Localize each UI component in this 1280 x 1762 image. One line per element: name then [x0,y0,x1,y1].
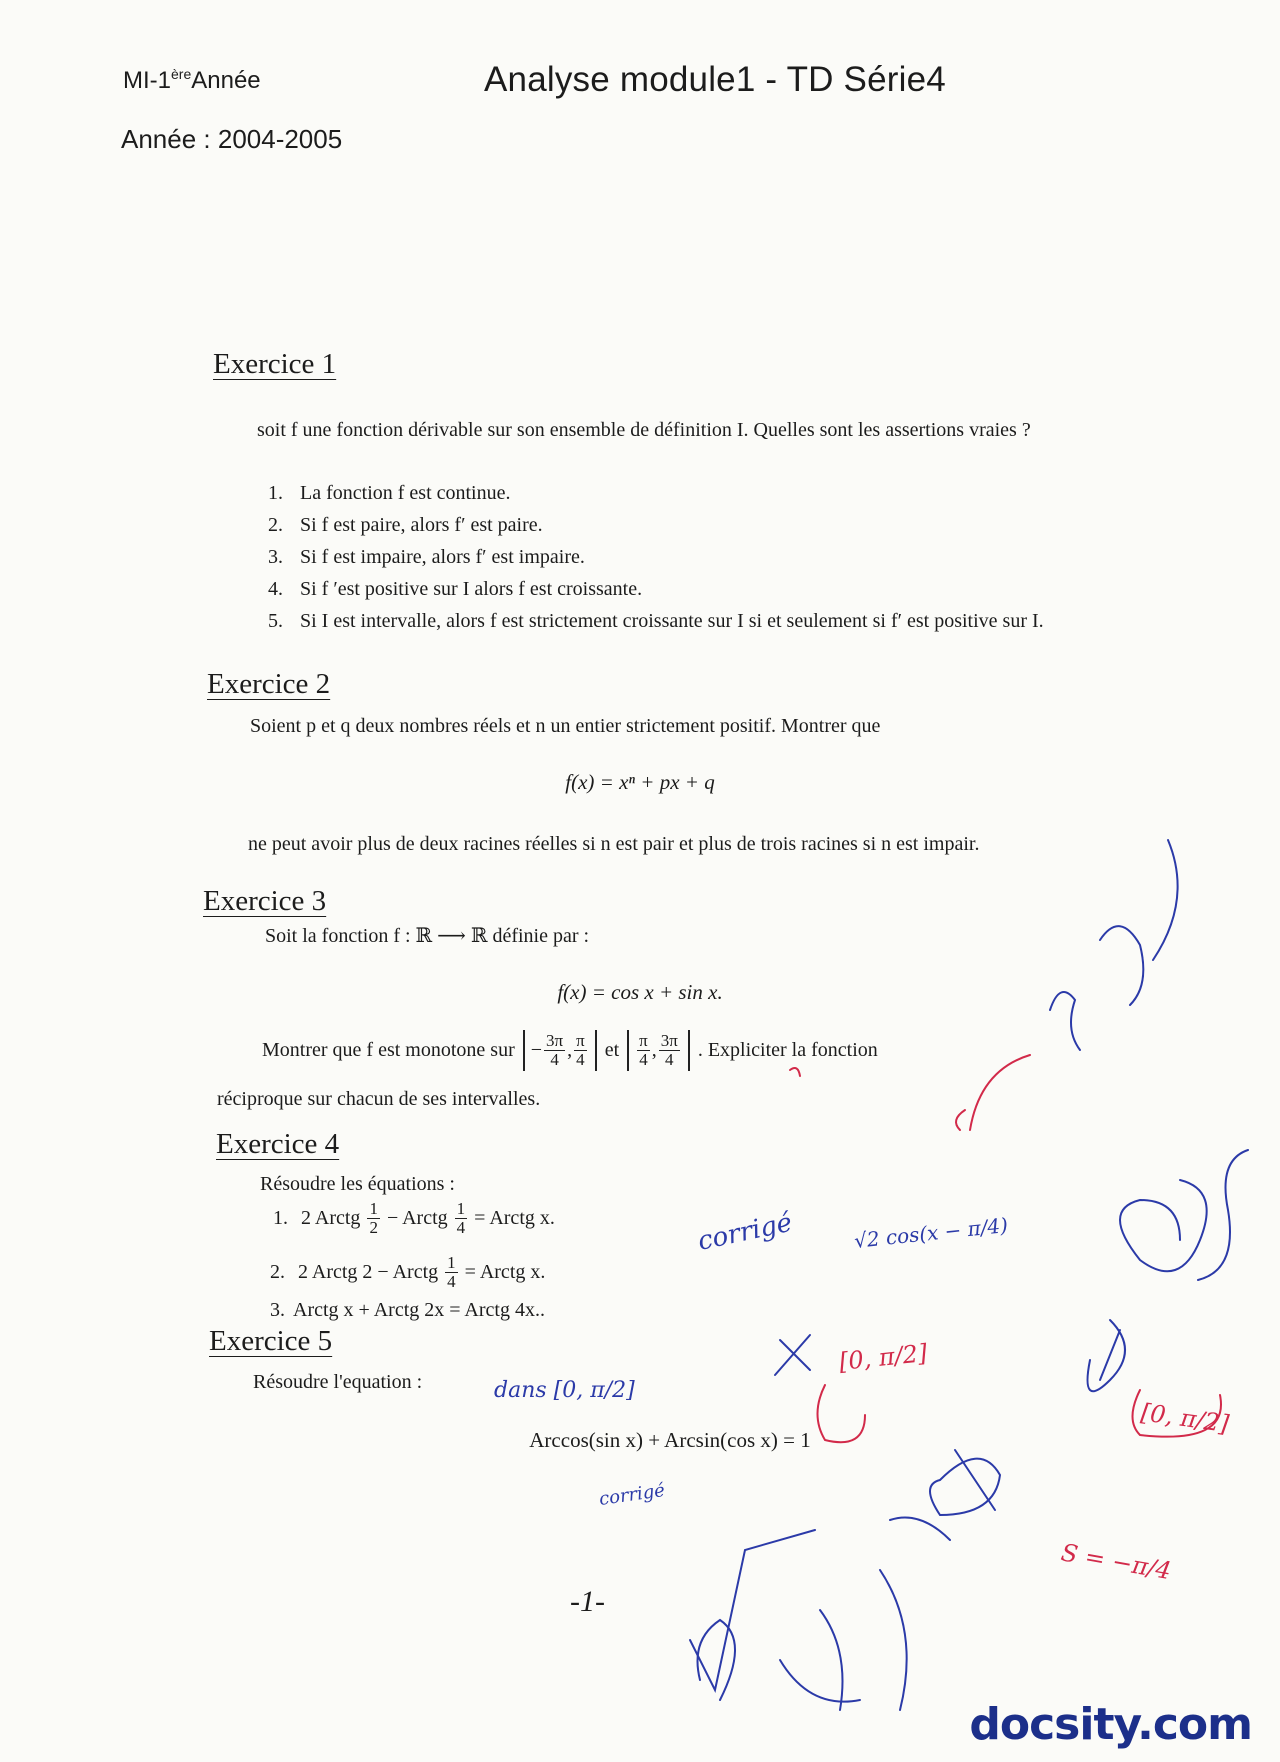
blue-stroke [780,1660,860,1702]
class-level-prefix: MI-1 [123,67,171,94]
exercise-3-end: réciproque sur chacun de ses intervalles. [217,1088,541,1110]
blue-scribble [1100,926,1143,1005]
blue-bracket [1153,840,1178,960]
equation-1: 1. 2 Arctg $\frac{1}{2}$ − Arctg $\frac{1}{4}$ = Arctg x. [273,1199,555,1237]
exercise-5-formula: Arccos(sin x) + Arcsin(cos x) = 1 [529,1428,811,1452]
list-item: 1. La fonction f est continue. [268,482,511,504]
list-item: 3. Si f est impaire, alors f′ est impaire. [268,546,585,568]
interval-1: − $\frac{3\pi}{4}$ , $\frac{\pi}{4}$ [523,1030,597,1071]
blue-circle [1088,1320,1126,1391]
handwritten-dans: dans [0, π/2] [494,1378,635,1403]
exercise-2-formula: f(x) = xⁿ + px + q [565,770,715,794]
blue-bracket [1198,1150,1248,1280]
class-level [123,66,261,95]
equation-2: 2. 2 Arctg 2 − Arctg $\frac{1}{4}$ = Arctg x. [270,1253,546,1291]
list-item: 5. Si I est intervalle, alors f est strictement croissante sur I si et seulement si f′ est positive sur I. [268,610,1044,632]
blue-annotations [690,840,1248,1710]
exercise-4-title: Exercice 4 [216,1128,340,1160]
handwritten-red-solution: S = −π/4 [1058,1538,1174,1586]
exercise-5-intro: Résoudre l'equation : [253,1371,423,1393]
class-level-suffix: Année [191,67,261,94]
blue-stroke [1100,1330,1120,1380]
blue-bracket [880,1570,907,1710]
blue-sqrt [698,1620,736,1700]
list-item: 4. Si f ′est positive sur I alors f est croissante. [268,578,643,600]
blue-sqrt [690,1530,815,1690]
red-bracket [1133,1390,1222,1437]
exercise-1-intro: soit f une fonction dérivable sur son ensemble de définition I. Quelles sont les assertions vraies ? [257,419,1031,441]
red-annotations [790,1055,1221,1442]
exercise-3-intro: Soit la fonction f : ℝ ⟶ ℝ définie par : [265,925,590,947]
handwritten-red-interval-2: [0, π/2] [1139,1398,1231,1439]
academic-year: Année : 2004-2005 [121,124,343,154]
exercise-2-intro: Soient p et q deux nombres réels et n un entier strictement positif. Montrer que [250,715,881,737]
docsity-watermark: docsity.com [969,1699,1252,1750]
exercise-5-title: Exercice 5 [209,1325,333,1357]
exercise-4-intro: Résoudre les équations : [260,1173,455,1195]
class-level-sup: ère [171,66,192,82]
red-stroke [956,1110,965,1130]
exercise-3-statement: Montrer que f est monotone sur − $\frac{3\pi}{4}$ , $\frac{\pi}{4}$ et $\frac{\pi}{4}$ , $\frac{3\pi}{4}$ . Expliciter la fonction [262,1031,878,1069]
document-title: Analyse module1 - TD Série4 [484,60,946,99]
interval-2: $\frac{\pi}{4}$ , $\frac{3\pi}{4}$ [627,1030,690,1071]
blue-bracket [820,1610,843,1710]
handwritten-corrige-1: corrigé [695,1207,795,1257]
blue-circle [930,1459,1000,1515]
exercise-3-formula: f(x) = cos x + sin x. [557,980,723,1004]
list-item: 2. Si f est paire, alors f′ est paire. [268,514,543,536]
equation-3: 3. Arctg x + Arctg 2x = Arctg 4x.. [270,1299,545,1321]
exercise-2-outro: ne peut avoir plus de deux racines réelles si n est pair et plus de trois racines si n est impair. [248,833,980,855]
exercise-1-title: Exercice 1 [213,348,337,380]
page-number: -1- [570,1585,605,1618]
blue-bracket [1120,1180,1207,1271]
blue-stroke [955,1450,995,1510]
handwritten-note: √2 cos(x − π/4) [853,1212,1009,1253]
blue-stroke [775,1335,810,1375]
exercise-1-list [268,477,1143,635]
exercise-3-title: Exercice 3 [203,885,327,917]
handwritten-red-interval-1: [0, π/2] [837,1338,929,1376]
handwritten-corrige-2: corrigé [597,1479,667,1510]
blue-stroke [890,1518,950,1541]
exercise-2-title: Exercice 2 [207,668,331,700]
